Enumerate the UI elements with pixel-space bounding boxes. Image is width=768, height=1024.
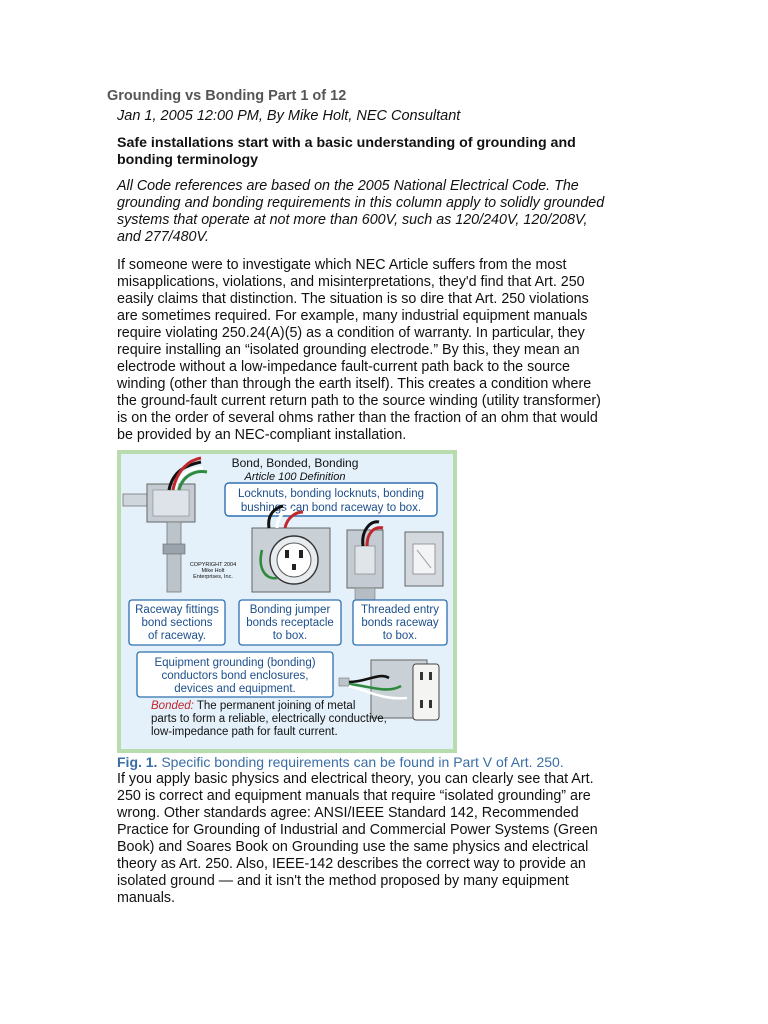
para1-line: require violating 250.24(A)(5) as a condition of warranty. In particular, they: [117, 325, 585, 341]
figure-subheading: Article 100 Definition: [244, 471, 346, 483]
body-paragraph-1: [117, 257, 647, 444]
figure-bonding-diagram: [117, 450, 457, 753]
para1-line: misapplications, violations, and misinterpretations, they'd find that Art. 250: [117, 274, 585, 290]
para1-line: If someone were to investigate which NEC Article suffers from the most: [117, 257, 567, 273]
label-jumper-line: Bonding jumper: [249, 604, 331, 616]
bonded-def-line: parts to form a reliable, electrically conductive,: [151, 713, 387, 725]
bonded-def-line: The permanent joining of metal: [193, 700, 356, 712]
para2-line: Practice for Grounding of Industrial and Commercial Power Systems (Green: [117, 822, 598, 838]
para2-line: Book) and Soares Book on Grounding use the same physics and electrical: [117, 839, 589, 855]
label-raceway-line: Raceway fittings: [135, 604, 219, 616]
para1-line: are sometimes required. For example, many industrial equipment manuals: [117, 308, 588, 324]
figure-caption-label: Fig. 1.: [117, 754, 158, 770]
label-egc-line: conductors bond enclosures,: [161, 670, 309, 682]
para1-line: winding (other than through the earth itself). This creates a condition where: [117, 376, 592, 392]
para2-line: 250 is correct and equipment manuals that require “isolated grounding” are: [117, 788, 591, 804]
para2-line: theory as Art. 250. Also, IEEE-142 describes the correct way to provide an: [117, 856, 586, 872]
bonded-definition-line-1: [151, 700, 355, 712]
para1-line: require installing an “isolated grounding electrode.” By this, they mean an: [117, 342, 580, 358]
label-raceway-line: of raceway.: [148, 630, 206, 642]
subhead-line: Safe installations start with a basic understanding of grounding and: [117, 135, 576, 151]
label-threaded-line: bonds raceway: [361, 617, 439, 629]
bonded-def-line: low-impedance path for fault current.: [151, 726, 338, 738]
label-threaded-line: Threaded entry: [361, 604, 439, 616]
para2-line: wrong. Other standards agree: ANSI/IEEE Standard 142, Recommended: [117, 805, 579, 821]
figure-caption-text: Specific bonding requirements can be found in Part V of Art. 250.: [157, 754, 564, 770]
para1-line: electrode without a low-impedance fault-current path back to the source: [117, 359, 570, 375]
copyright-line: Enterprises, Inc.: [193, 574, 233, 580]
label-egc-line: Equipment grounding (bonding): [154, 657, 316, 669]
label-threaded-line: to box.: [382, 630, 418, 642]
figure-heading: Bond, Bonded, Bonding: [231, 456, 359, 470]
article-subhead: [117, 135, 637, 169]
callout-locknuts-line: Locknuts, bonding locknuts, bonding: [237, 488, 425, 500]
copyright-line: Mike Holt: [201, 568, 225, 574]
intro-line: and 277/480V.: [117, 229, 209, 245]
label-raceway-line: bond sections: [141, 617, 213, 629]
intro-paragraph: [117, 178, 647, 246]
para2-line: manuals.: [117, 890, 176, 906]
para1-line: be provided by an NEC-compliant installation.: [117, 427, 407, 443]
intro-line: grounding and bonding requirements in this column apply to solidly grounded: [117, 195, 605, 211]
label-jumper-line: to box.: [272, 630, 308, 642]
subhead-line: bonding terminology: [117, 152, 259, 168]
para1-line: is on the order of several ohms rather than the fraction of an ohm that would: [117, 410, 598, 426]
article-byline: Jan 1, 2005 12:00 PM, By Mike Holt, NEC Consultant: [117, 108, 461, 124]
copyright-line: COPYRIGHT 2004: [189, 562, 237, 568]
label-jumper-line: bonds receptacle: [246, 617, 334, 629]
para1-line: the ground-fault current return path to the source winding (utility transformer): [117, 393, 601, 409]
para2-line: isolated ground — and it isn't the method proposed by many equipment: [117, 873, 569, 889]
figure-caption: [117, 754, 564, 770]
label-egc-line: devices and equipment.: [174, 683, 296, 695]
para1-line: easily claims that distinction. The situation is so dire that Art. 250 violations: [117, 291, 589, 307]
bonded-term: Bonded:: [151, 700, 194, 712]
article-title: Grounding vs Bonding Part 1 of 12: [107, 88, 347, 104]
body-paragraph-2: [117, 771, 647, 907]
para2-line: If you apply basic physics and electrical theory, you can clearly see that Art.: [117, 771, 594, 787]
intro-line: All Code references are based on the 2005 National Electrical Code. The: [117, 178, 579, 194]
callout-locknuts-line: bushings can bond raceway to box.: [240, 502, 422, 514]
intro-line: systems that operate at not more than 600V, such as 120/240V, 120/208V,: [117, 212, 588, 228]
